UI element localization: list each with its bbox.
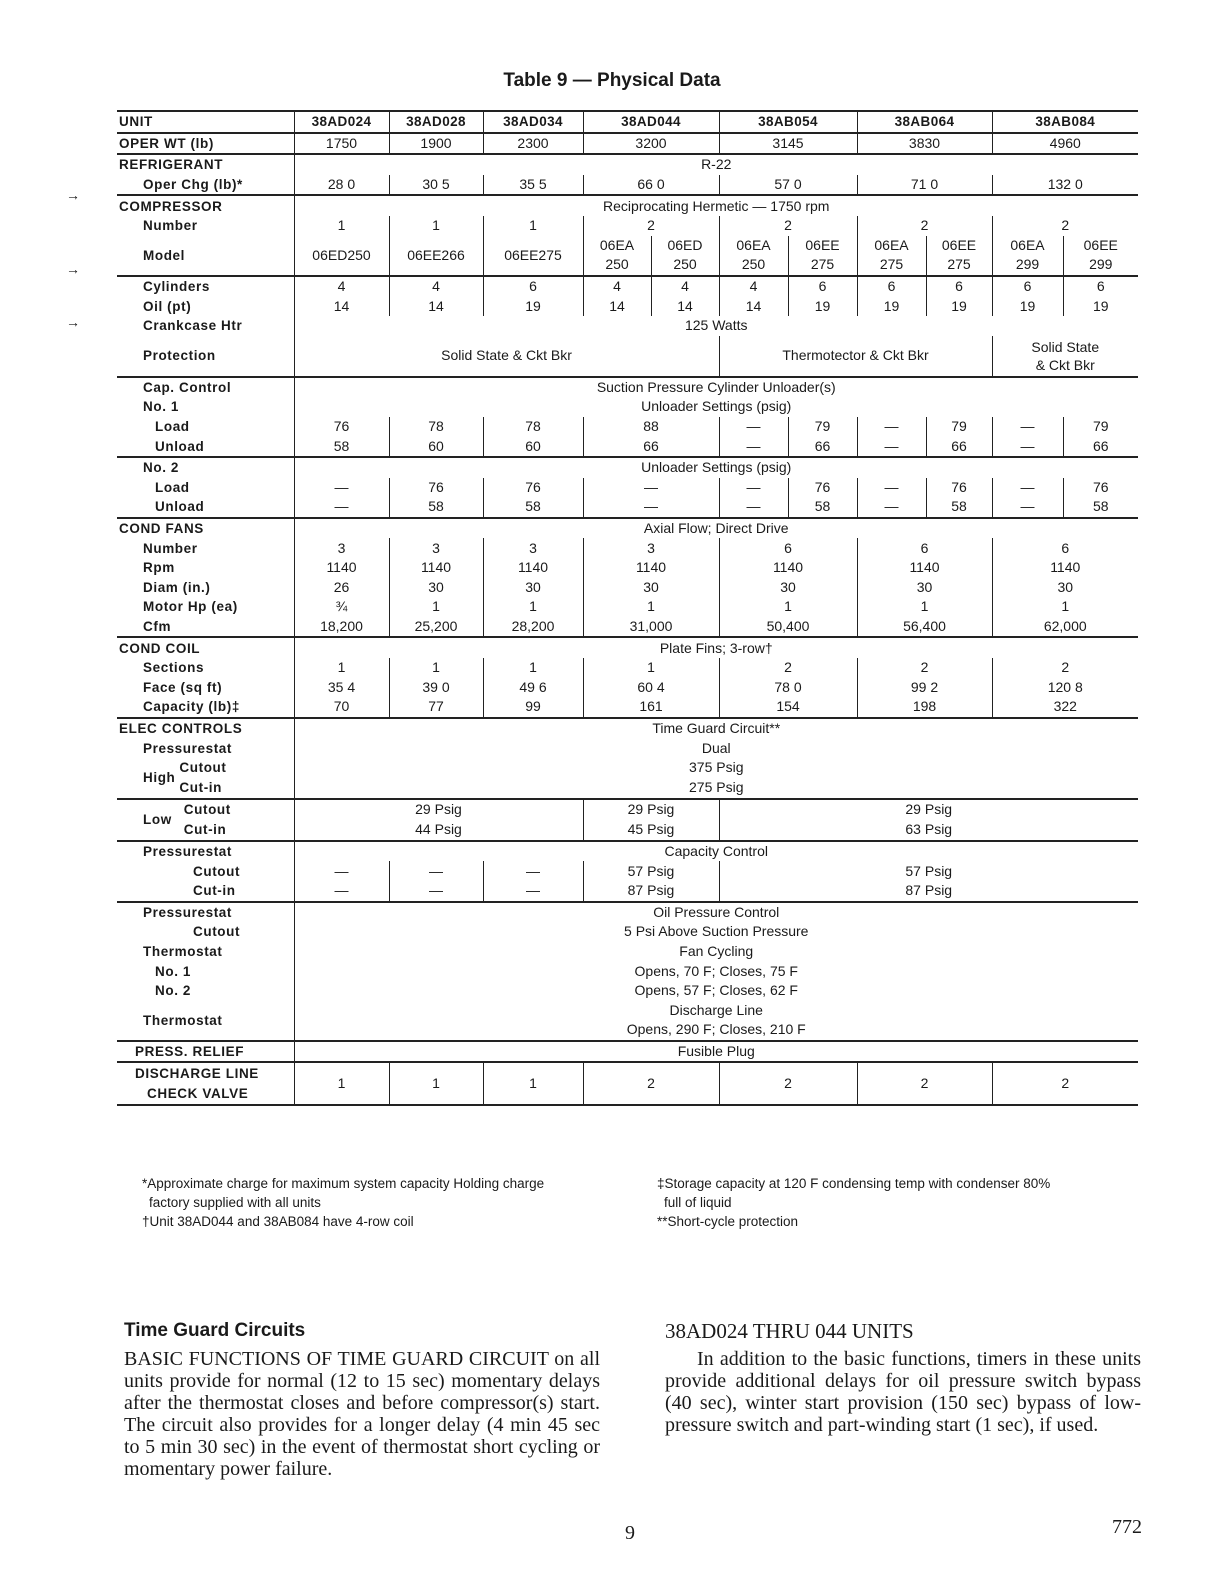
coil-sections: 1 [583,658,719,678]
cap-cutin: 87 Psig [583,881,719,902]
no1-load: 79 [1092,418,1109,435]
no2-load: — [719,478,788,498]
no2-unload: 58 [483,497,583,518]
label-low: Low [143,812,172,828]
comp-number: 2 [719,216,857,236]
coil-capacity: 70 [294,697,389,718]
fan-hp: 1 [719,597,857,617]
fan-number: 3 [583,538,719,558]
oil-value: 19 [992,296,1063,316]
no2-load: — [992,478,1063,498]
label-no2-unload: Unload [117,497,294,518]
model-pair-bottom: 250 [651,255,719,276]
check-valve-value: 1 [294,1062,389,1105]
no1-unload: 60 [389,436,483,457]
cylinders-value: 4 [294,276,389,297]
check-valve-value: 1 [389,1062,483,1105]
no1-unload: 66 [583,436,719,457]
no1-load: — [719,417,788,437]
cylinders-value: 4 [583,276,651,297]
cylinders-value: 6 [926,276,992,297]
coil-face: 99 2 [857,677,992,697]
fan-cfm: 28,200 [483,617,583,638]
label-low-items [184,800,231,840]
oper-wt-value: 1750 [294,133,389,155]
label-no1-unload: Unload [117,436,294,457]
time-guard-body: BASIC FUNCTIONS OF TIME GUARD CIRCUIT on all units provide for normal (12 to 15 sec) momentary delays after the thermostat closes and before compressor(s) start. The circuit also provides for a longer delay (4 min 45 sec to 5 min 30 sec) in the event of thermostat short cycling or momentary power failure. [124,1348,600,1480]
cap-cutin: — [389,881,483,902]
oil-value: 14 [389,296,483,316]
dual-value: Dual [701,739,731,756]
model-pair-bottom: 299 [992,255,1063,276]
no2-load: 76 [483,478,583,498]
oil-value: 19 [1092,297,1109,314]
model-pair-bottom: 299 [1089,256,1113,273]
fan-cfm: 62,000 [1043,617,1087,634]
table-title: Table 9 — Physical Data [503,70,721,91]
no2-unload: — [992,497,1063,518]
fan-cfm: 31,000 [583,617,719,638]
label-thermo-no2: No. 2 [117,981,294,1001]
cap-cutout: — [483,861,583,881]
thermo-no2-value: Opens, 57 F; Closes, 62 F [634,982,798,999]
no1-load: 79 [788,417,857,437]
model-value: 06EE275 [483,236,583,276]
time-guard-heading: Time Guard Circuits [124,1320,306,1341]
no1-unload: 66 [1092,437,1109,454]
label-no1-load: Load [117,417,294,437]
cap-cutout: 57 Psig [905,862,953,879]
label-unit: UNIT [117,111,294,133]
label-low-group [117,799,294,841]
no2-unload: 58 [788,497,857,518]
no1-load: — [992,417,1063,437]
coil-capacity: 99 [483,697,583,718]
compressor-type: Reciprocating Hermetic — 1750 rpm [294,195,1138,216]
fan-rpm: 1140 [857,558,992,578]
fan-cycling: Fan Cycling [679,943,754,960]
no2-unload: — [294,497,389,518]
coil-capacity: 77 [389,697,483,718]
check-valve-value: 1 [483,1062,583,1105]
no1-load: 76 [294,417,389,437]
fan-rpm: 1140 [483,558,583,578]
refrigerant-value: R-22 [294,154,1138,175]
fan-diam: 30 [1057,578,1074,595]
fan-hp: ¾ [294,597,389,617]
model-pair-top: 06EA [992,236,1063,256]
no2-unload: 58 [926,497,992,518]
footnote-ddagger-line1: ‡Storage capacity at 120 F condensing temp with condenser 80% [657,1176,1051,1191]
oil-value: 19 [483,296,583,316]
protection-line-2: & Ckt Bkr [1035,356,1095,373]
no2-load: — [294,478,389,498]
no1-unload: 60 [483,436,583,457]
no1-unload: 66 [926,436,992,457]
no1-load: 78 [389,417,483,437]
oper-wt-value: 3145 [719,133,857,155]
no2-load: — [857,478,926,498]
footnote-dagger: †Unit 38AD044 and 38AB084 have 4-row coil [142,1214,414,1229]
cap-control-type: Suction Pressure Cylinder Unloader(s) [596,378,836,395]
label-press-relief: PRESS. RELIEF [117,1041,294,1063]
cap-cutin: 87 Psig [905,882,953,899]
model-pair-bottom: 275 [926,255,992,276]
model-pair-top: 06EE [926,236,992,256]
change-arrow-oper-chg: → [66,187,80,203]
label-cylinders: Cylinders [117,276,294,297]
document-number: 772 [1112,1516,1142,1538]
oil-value: 14 [651,296,719,316]
fan-diam: 30 [389,577,483,597]
label-low-cutout: Cutout [183,801,231,817]
oil-pressure-control: Oil Pressure Control [294,902,1138,923]
fan-hp: 1 [483,597,583,617]
label-fan-rpm: Rpm [117,558,294,578]
coil-sections: 1 [389,658,483,678]
fan-diam: 30 [483,577,583,597]
label-cap-cutin: Cut-in [117,881,294,902]
label-cfm: Cfm [117,617,294,638]
fan-hp: 1 [583,597,719,617]
cylinders-value: 4 [389,276,483,297]
model-pair-bottom: 275 [857,255,926,276]
model-value: 06ED250 [294,236,389,276]
fan-number: 3 [483,538,583,558]
coil-capacity: 161 [583,697,719,718]
footnote-star-line1: *Approximate charge for maximum system capacity Holding charge [142,1176,545,1191]
fan-number: 3 [294,538,389,558]
protection-solid-state-084 [992,336,1138,377]
no2-load: 76 [926,478,992,498]
label-compressor: COMPRESSOR [117,195,294,216]
model-pair-top: 06EA [719,236,788,256]
model-pair-bottom: 250 [719,255,788,276]
oper-wt-value: 3830 [857,133,992,155]
low-cutin-value: 45 Psig [583,820,719,841]
protection-line-1: Solid State [1031,338,1100,355]
cylinders-value: 6 [857,276,926,297]
label-low-cutin: Cut-in [183,821,227,837]
coil-sections: 2 [1061,659,1070,676]
no1-load: 78 [483,417,583,437]
oper-wt-value: 4960 [992,133,1138,155]
unit-header: 38AB054 [719,111,857,133]
fan-diam: 30 [719,577,857,597]
coil-face: 120 8 [1047,678,1083,695]
low-cutin-value: 63 Psig [905,821,953,838]
coil-type: Plate Fins; 3-row† [294,637,1138,658]
model-pair-bottom: 275 [788,255,857,276]
cylinders-value: 6 [992,276,1063,297]
fan-cfm: 50,400 [719,617,857,638]
model-pair-top: 06EA [583,236,651,256]
model-pair-bottom: 250 [583,255,651,276]
fan-cfm: 25,200 [389,617,483,638]
comp-number: 1 [483,216,583,236]
no1-load: — [857,417,926,437]
fan-cfm: 18,200 [294,617,389,638]
label-sections: Sections [117,658,294,678]
unit-header: 38AD044 [583,111,719,133]
fan-rpm: 1140 [294,558,389,578]
comp-number: 2 [857,216,992,236]
low-cutout-value: 29 Psig [294,799,583,820]
no2-unload: — [719,497,788,518]
footnote-star-line2: factory supplied with all units [149,1195,321,1210]
fan-diam: 30 [857,577,992,597]
coil-face: 78 0 [719,677,857,697]
high-cutin-value: 275 Psig [689,779,744,796]
coil-sections: 2 [857,658,992,678]
no2-unload: — [857,497,926,518]
no1-unload: — [719,436,788,457]
label-check-valve-line1: DISCHARGE LINE [135,1065,259,1081]
fan-hp: 1 [857,597,992,617]
cylinders-value: 6 [1063,276,1138,297]
fan-rpm: 1140 [1050,559,1081,576]
unit-header: 38AD028 [389,111,483,133]
fan-hp: 1 [389,597,483,617]
label-fan-number: Number [117,538,294,558]
footnotes-right [657,1174,1142,1231]
comp-number: 2 [1061,217,1070,234]
protection-solid-state: Solid State & Ckt Bkr [294,336,719,377]
no1-unload: — [992,436,1063,457]
oper-wt-value: 2300 [483,133,583,155]
unloader-settings-2: Unloader Settings (psig) [294,457,1138,478]
oil-value: 14 [719,296,788,316]
coil-capacity: 154 [719,697,857,718]
label-high-group [117,758,294,799]
label-face: Face (sq ft) [117,677,294,697]
protection-thermotector: Thermotector & Ckt Bkr [719,336,992,377]
footnote-double-star: **Short-cycle protection [657,1214,799,1229]
oper-chg-value: 132 0 [1047,176,1083,193]
cylinders-value: 4 [651,276,719,297]
label-high-items [179,758,226,798]
label-model: Model [117,236,294,276]
high-cutout-value: 375 Psig [689,759,744,776]
fan-number: 3 [389,538,483,558]
check-valve-value: 2 [719,1062,857,1105]
no1-unload: 58 [294,436,389,457]
oper-chg-value: 28 0 [294,175,389,196]
label-cond-coil: COND COIL [117,637,294,658]
low-cutin-value: 44 Psig [294,820,583,841]
page-number: 9 [625,1522,635,1544]
oil-value: 14 [583,296,651,316]
fan-number: 6 [719,538,857,558]
unit-header: 38AB084 [992,111,1138,133]
check-valve-value: 2 [992,1062,1138,1105]
units-body: In addition to the basic functions, timers in these units provide additional delays for oil pressure switch bypass (40 sec), winter start provision (150 sec) bypass of low-pressure switch and part-winding start (1 sec), if used. [665,1348,1141,1436]
unloader-settings-1: Unloader Settings (psig) [641,398,792,415]
label-crankcase: Crankcase Htr [117,316,294,336]
label-coil-capacity: Capacity (lb)‡ [117,697,294,718]
label-no1: No. 1 [117,397,294,417]
oper-chg-value: 57 0 [719,175,857,196]
coil-face: 49 6 [483,677,583,697]
comp-number: 1 [389,216,483,236]
model-pair-top: 06EE [1083,236,1118,253]
crankcase-value: 125 Watts [684,317,748,334]
comp-number: 1 [294,216,389,236]
fan-diam: 30 [583,577,719,597]
coil-capacity: 322 [1053,698,1077,715]
no1-load: 79 [926,417,992,437]
oper-chg-value: 35 5 [483,175,583,196]
fusible-plug: Fusible Plug [294,1041,1138,1063]
label-pressurestat-oil: Pressurestat [117,902,294,923]
coil-sections: 2 [719,658,857,678]
low-cutout-value: 29 Psig [719,799,1138,820]
capacity-control: Capacity Control [294,841,1138,862]
discharge-thermo-value: Opens, 290 F; Closes, 210 F [626,1021,806,1038]
label-pressurestat-cap: Pressurestat [117,841,294,862]
label-check-valve-line2: CHECK VALVE [147,1085,249,1101]
change-arrow-model: → [66,261,80,277]
fan-hp: 1 [1061,598,1070,615]
label-high: High [143,770,176,786]
cap-cutout: — [294,861,389,881]
low-cutout-value: 29 Psig [583,799,719,820]
label-refrigerant: REFRIGERANT [117,154,294,175]
cap-cutin: — [294,881,389,902]
fan-rpm: 1140 [583,558,719,578]
unit-header: 38AD024 [294,111,389,133]
label-elec-controls: ELEC CONTROLS [117,718,294,739]
label-oper-chg: Oper Chg (lb)* [117,175,294,196]
no2-load: 76 [1092,478,1109,495]
unit-header: 38AD034 [483,111,583,133]
oil-value: 19 [926,296,992,316]
label-check-valve [117,1062,294,1105]
fan-diam: 26 [294,577,389,597]
model-pair-top: 06EE [788,236,857,256]
model-value: 06EE266 [389,236,483,276]
oil-cutout-value: 5 Psi Above Suction Pressure [624,923,809,940]
footnotes-left [142,1174,632,1231]
label-thermo-no1: No. 1 [117,961,294,981]
coil-sections: 1 [294,658,389,678]
label-no2-load: Load [117,478,294,498]
model-pair-top: 06EA [857,236,926,256]
oper-wt-value: 3200 [583,133,719,155]
label-oil: Oil (pt) [117,296,294,316]
no2-unload: 58 [1092,498,1109,515]
cap-cutout: 57 Psig [583,861,719,881]
label-comp-number: Number [117,216,294,236]
no2-load: — [583,478,719,498]
units-heading: 38AD024 THRU 044 UNITS [665,1319,914,1343]
no2-load: 76 [788,478,857,498]
no2-unload: — [583,497,719,518]
comp-number: 2 [583,216,719,236]
label-no2: No. 2 [117,457,294,478]
label-motor-hp: Motor Hp (ea) [117,597,294,617]
cap-cutout: — [389,861,483,881]
fan-cfm: 56,400 [857,617,992,638]
oper-wt-value: 1900 [389,133,483,155]
oil-value: 14 [294,296,389,316]
coil-sections: 1 [483,658,583,678]
cap-cutin: — [483,881,583,902]
label-cap-control: Cap. Control [117,377,294,398]
oper-chg-value: 66 0 [583,175,719,196]
oper-chg-value: 30 5 [389,175,483,196]
coil-face: 39 0 [389,677,483,697]
oil-value: 19 [857,296,926,316]
fans-type: Axial Flow; Direct Drive [294,518,1138,539]
oil-value: 19 [788,296,857,316]
label-cap-cutout: Cutout [117,861,294,881]
unit-header: 38AB064 [857,111,992,133]
label-thermostat-fan: Thermostat [117,942,294,962]
change-arrow-oil: → [66,314,80,330]
no1-unload: — [857,436,926,457]
thermo-no1-value: Opens, 70 F; Closes, 75 F [634,962,798,979]
label-protection: Protection [117,336,294,377]
cylinders-value: 6 [483,276,583,297]
label-cond-fans: COND FANS [117,518,294,539]
label-fan-diam: Diam (in.) [117,577,294,597]
label-high-cutin: Cut-in [179,779,222,795]
no2-unload: 58 [389,497,483,518]
model-pair-top: 06ED [651,236,719,256]
no1-unload: 66 [788,436,857,457]
cylinders-value: 6 [788,276,857,297]
footnote-ddagger-line2: full of liquid [664,1195,732,1210]
coil-face: 60 4 [583,677,719,697]
label-oil-cutout: Cutout [117,922,294,942]
fan-number: 6 [1061,539,1070,556]
label-thermostat-discharge: Thermostat [117,1001,294,1041]
fan-number: 6 [857,538,992,558]
discharge-line: Discharge Line [669,1001,763,1018]
label-pressurestat-dual: Pressurestat [117,738,294,758]
fan-rpm: 1140 [719,558,857,578]
time-guard-circuit: Time Guard Circuit** [294,718,1138,739]
physical-data-table [117,110,1138,1106]
cylinders-value: 4 [719,276,788,297]
label-oper-wt: OPER WT (lb) [117,133,294,155]
no2-load: 76 [389,478,483,498]
coil-face: 35 4 [294,677,389,697]
oper-chg-value: 71 0 [857,175,992,196]
fan-rpm: 1140 [389,558,483,578]
check-valve-value: 2 [857,1062,992,1105]
coil-capacity: 198 [857,697,992,718]
check-valve-value: 2 [583,1062,719,1105]
no1-load: 88 [583,417,719,437]
label-high-cutout: Cutout [179,759,227,775]
